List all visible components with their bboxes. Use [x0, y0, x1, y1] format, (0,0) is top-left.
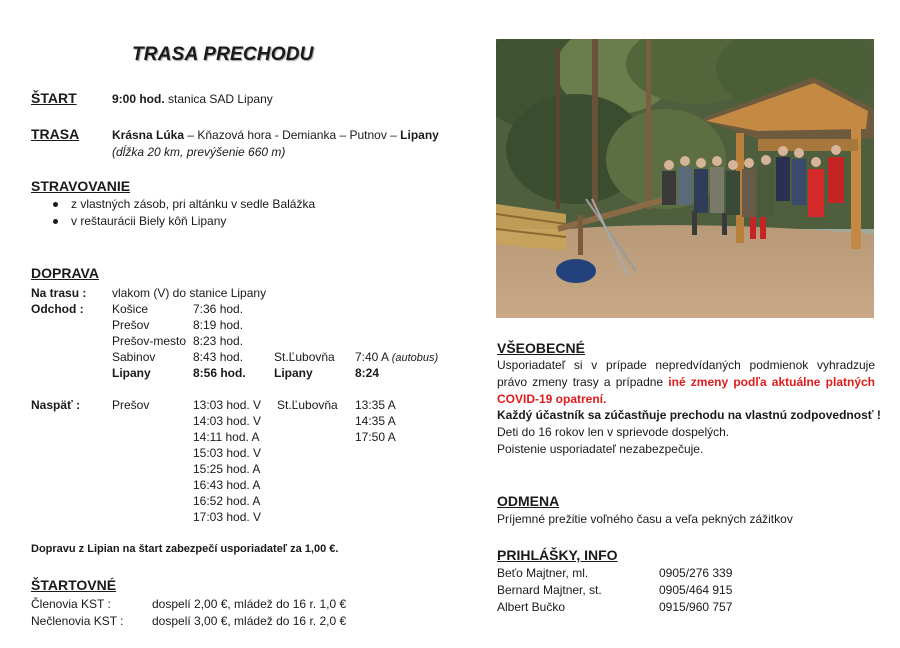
vseobecne-heading: VŠEOBECNÉ [497, 340, 585, 356]
startovne-heading: ŠTARTOVNÉ [31, 577, 117, 593]
naspat-time: 16:43 hod. A [193, 478, 261, 492]
na-trasu-value: vlakom (V) do stanice Lipany [112, 286, 267, 300]
vseobecne-paragraph [497, 357, 875, 408]
odchod-time: 7:36 hod. [193, 302, 244, 316]
naspat-time: 13:03 hod. V [193, 398, 262, 412]
start-info [112, 92, 273, 106]
contact-phone: 0905/464 915 [659, 583, 733, 597]
naspat-bus-time: 14:35 A [355, 414, 396, 428]
odchod-place: Lipany [112, 366, 151, 380]
doprava-heading: DOPRAVA [31, 265, 99, 281]
odchod-time: 8:56 hod. [193, 366, 246, 380]
contact-phone: 0915/960 757 [659, 600, 733, 614]
odchod-place: Prešov-mesto [112, 334, 187, 348]
bus-place: St.Ľubovňa [274, 350, 335, 364]
odchod-place: Sabinov [112, 350, 156, 364]
bus-time: 8:24 [355, 366, 380, 380]
bus-time: 7:40 A (autobus) [355, 350, 439, 364]
odchod-time: 8:23 hod. [193, 334, 244, 348]
bus-place: Lipany [274, 366, 313, 380]
naspat-label: Naspäť : [31, 398, 81, 412]
children-note: Deti do 16 rokov len v sprievode dospelých. [497, 425, 730, 439]
start-heading: ŠTART [31, 90, 77, 106]
odchod-place: Prešov [112, 318, 150, 332]
odchod-time: 8:43 hod. [193, 350, 244, 364]
naspat-time: 14:03 hod. V [193, 414, 262, 428]
startovne-value: dospelí 3,00 €, mládež do 16 r. 2,0 € [152, 614, 347, 628]
naspat-bus-time: 17:50 A [355, 430, 396, 444]
naspat-time: 16:52 hod. A [193, 494, 261, 508]
start-time: 9:00 hod. [112, 92, 165, 106]
naspat-time: 15:25 hod. A [193, 462, 261, 476]
bus-note: (autobus) [391, 352, 439, 364]
list-item: z vlastných zásob, pri altánku v sedle Balážka [53, 196, 315, 213]
vseobecne-text: Usporiadateľ si v prípade nepredvídaných podmienok vyhradzuje právo zmeny trasy a prípadne [497, 358, 875, 389]
naspat-time: 14:11 hod. A [193, 430, 260, 444]
contact-phone: 0905/276 339 [659, 566, 733, 580]
trasa-detail: (dĺžka 20 km, prevýšenie 660 m) [112, 145, 286, 159]
doprava-note: Dopravu z Lipian na štart zabezpečí usporiadateľ za 1,00 €. [31, 543, 339, 555]
na-trasu-label: Na trasu : [31, 286, 87, 300]
odmena-heading: ODMENA [497, 493, 560, 509]
prihlasky-heading: PRIHLÁŠKY, INFO [497, 547, 618, 563]
contact-name: Bernard Majtner, st. [497, 583, 602, 597]
naspat-time: 17:03 hod. V [193, 510, 262, 524]
startovne-label: Nečlenovia KST : [31, 614, 124, 628]
startovne-label: Členovia KST : [31, 597, 111, 611]
naspat-bus-time: 13:35 A [355, 398, 396, 412]
trasa-heading: TRASA [31, 126, 80, 142]
stravovanie-heading: STRAVOVANIE [31, 178, 131, 194]
stravovanie-list [53, 196, 315, 230]
startovne-value: dospelí 2,00 €, mládež do 16 r. 1,0 € [152, 597, 347, 611]
odchod-label: Odchod : [31, 302, 84, 316]
list-item: v reštaurácii Biely kôň Lipany [53, 213, 315, 230]
contact-name: Albert Bučko [497, 600, 566, 614]
covid-notice: iné zmeny podľa aktuálne platných COVID-19 opatrení. [497, 375, 875, 406]
odchod-place: Košice [112, 302, 149, 316]
naspat-place: Prešov [112, 398, 150, 412]
naspat-bus-place: St.Ľubovňa [277, 398, 338, 412]
page-title: TRASA PRECHODU [132, 44, 314, 65]
trasa-from: Krásna Lúka [112, 128, 185, 142]
insurance-note: Poistenie usporiadateľ nezabezpečuje. [497, 442, 704, 456]
odchod-time: 8:19 hod. [193, 318, 244, 332]
trasa-route [112, 128, 439, 142]
contact-name: Beťo Majtner, ml. [497, 566, 589, 580]
odmena-text: Príjemné prežitie voľného času a veľa pekných zážitkov [497, 512, 793, 526]
start-place: stanica SAD Lipany [164, 92, 273, 106]
group-photo-illustration [496, 39, 874, 318]
trasa-to: Lipany [400, 128, 439, 142]
group-photo [496, 39, 874, 318]
trasa-middle: – Kňazová hora - Demianka – Putnov – [184, 128, 401, 142]
naspat-time: 15:03 hod. V [193, 446, 262, 460]
responsibility-note: Každý účastník sa zúčastňuje prechodu na vlastnú zodpovednosť ! [497, 408, 881, 422]
